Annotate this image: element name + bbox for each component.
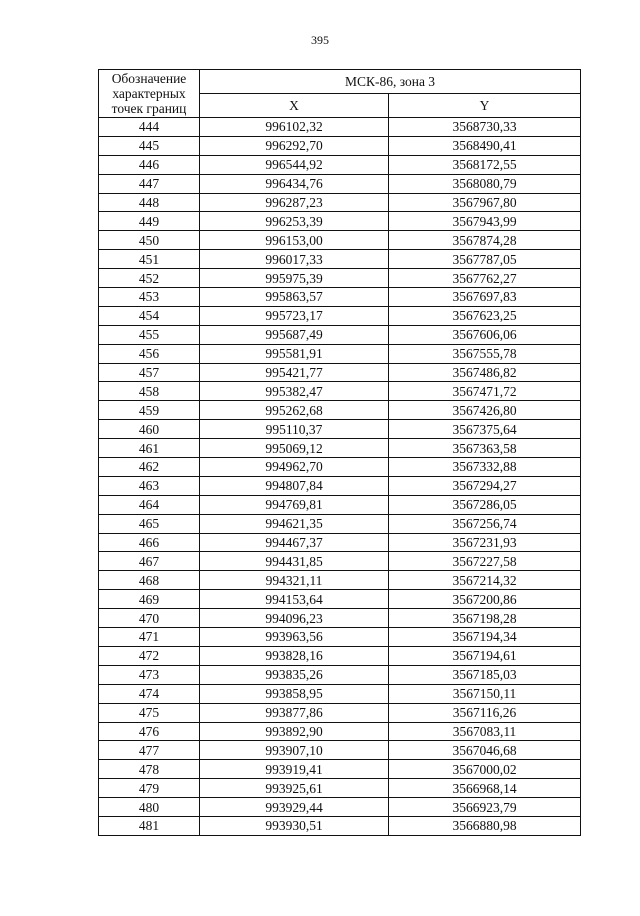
y-coordinate-cell: 3567762,27 [389,269,581,288]
y-coordinate-cell: 3567332,88 [389,458,581,477]
point-id-cell: 455 [99,325,200,344]
table-row [99,684,581,703]
x-coordinate-cell: 996102,32 [200,118,389,137]
column-header-x: X [200,94,389,118]
x-coordinate-cell: 993877,86 [200,703,389,722]
x-coordinate-cell: 993929,44 [200,798,389,817]
x-coordinate-cell: 995687,49 [200,325,389,344]
table-row [99,665,581,684]
table-row [99,382,581,401]
x-coordinate-cell: 995975,39 [200,269,389,288]
y-coordinate-cell: 3567486,82 [389,363,581,382]
point-id-cell: 448 [99,193,200,212]
x-coordinate-cell: 994769,81 [200,495,389,514]
x-coordinate-cell: 993963,56 [200,628,389,647]
table-row [99,288,581,307]
y-coordinate-cell: 3567787,05 [389,250,581,269]
point-id-cell: 446 [99,155,200,174]
x-coordinate-cell: 993925,61 [200,779,389,798]
y-coordinate-cell: 3567623,25 [389,306,581,325]
y-coordinate-cell: 3567967,80 [389,193,581,212]
point-id-cell: 467 [99,552,200,571]
y-coordinate-cell: 3567200,86 [389,590,581,609]
y-coordinate-cell: 3567231,93 [389,533,581,552]
y-coordinate-cell: 3567555,78 [389,344,581,363]
point-id-cell: 462 [99,458,200,477]
y-coordinate-cell: 3567198,28 [389,609,581,628]
coordinates-table [98,69,581,836]
y-coordinate-cell: 3567426,80 [389,401,581,420]
point-id-cell: 449 [99,212,200,231]
table-row [99,458,581,477]
y-coordinate-cell: 3567294,27 [389,476,581,495]
table-row [99,798,581,817]
point-id-cell: 447 [99,174,200,193]
table-row [99,760,581,779]
table-row [99,590,581,609]
x-coordinate-cell: 995262,68 [200,401,389,420]
y-coordinate-cell: 3567697,83 [389,288,581,307]
point-id-cell: 464 [99,495,200,514]
point-id-cell: 477 [99,741,200,760]
point-id-cell: 472 [99,646,200,665]
y-coordinate-cell: 3567286,05 [389,495,581,514]
y-coordinate-cell: 3567227,58 [389,552,581,571]
table-row [99,212,581,231]
y-coordinate-cell: 3567375,64 [389,420,581,439]
point-id-cell: 473 [99,665,200,684]
x-coordinate-cell: 995723,17 [200,306,389,325]
table-row [99,495,581,514]
page-number: 395 [311,33,329,47]
table-row [99,571,581,590]
table-row [99,306,581,325]
point-id-cell: 480 [99,798,200,817]
table-row [99,325,581,344]
table-row [99,344,581,363]
table-row [99,609,581,628]
point-id-cell: 474 [99,684,200,703]
x-coordinate-cell: 995110,37 [200,420,389,439]
x-coordinate-cell: 996153,00 [200,231,389,250]
table-row [99,420,581,439]
y-coordinate-cell: 3567116,26 [389,703,581,722]
point-id-cell: 459 [99,401,200,420]
point-id-cell: 456 [99,344,200,363]
point-id-cell: 457 [99,363,200,382]
table-header [99,70,581,118]
table-row [99,476,581,495]
point-id-cell: 478 [99,760,200,779]
y-coordinate-cell: 3567874,28 [389,231,581,250]
table-body [99,118,581,836]
x-coordinate-cell: 994962,70 [200,458,389,477]
y-coordinate-cell: 3567606,06 [389,325,581,344]
x-coordinate-cell: 995069,12 [200,439,389,458]
point-id-cell: 469 [99,590,200,609]
x-coordinate-cell: 995581,91 [200,344,389,363]
y-coordinate-cell: 3567256,74 [389,514,581,533]
y-coordinate-cell: 3567471,72 [389,382,581,401]
table-row [99,514,581,533]
table-row [99,193,581,212]
y-coordinate-cell: 3567194,61 [389,646,581,665]
table-row [99,118,581,137]
point-id-cell: 465 [99,514,200,533]
y-coordinate-cell: 3566968,14 [389,779,581,798]
point-id-cell: 460 [99,420,200,439]
x-coordinate-cell: 993835,26 [200,665,389,684]
table-row [99,363,581,382]
table-row [99,136,581,155]
point-id-cell: 470 [99,609,200,628]
point-id-cell: 458 [99,382,200,401]
table-row [99,250,581,269]
x-coordinate-cell: 996292,70 [200,136,389,155]
y-coordinate-cell: 3567000,02 [389,760,581,779]
y-coordinate-cell: 3567150,11 [389,684,581,703]
y-coordinate-cell: 3567083,11 [389,722,581,741]
y-coordinate-cell: 3568490,41 [389,136,581,155]
column-header-designation: Обозначение характерных точек границ [99,70,200,118]
x-coordinate-cell: 995421,77 [200,363,389,382]
point-id-cell: 479 [99,779,200,798]
x-coordinate-cell: 996544,92 [200,155,389,174]
point-id-cell: 468 [99,571,200,590]
y-coordinate-cell: 3568730,33 [389,118,581,137]
x-coordinate-cell: 996287,23 [200,193,389,212]
x-coordinate-cell: 993907,10 [200,741,389,760]
x-coordinate-cell: 995863,57 [200,288,389,307]
table-row [99,628,581,647]
point-id-cell: 454 [99,306,200,325]
x-coordinate-cell: 993828,16 [200,646,389,665]
point-id-cell: 475 [99,703,200,722]
x-coordinate-cell: 994621,35 [200,514,389,533]
table-row [99,703,581,722]
x-coordinate-cell: 994807,84 [200,476,389,495]
table-row [99,174,581,193]
table-row [99,816,581,835]
table-row [99,231,581,250]
y-coordinate-cell: 3567046,68 [389,741,581,760]
x-coordinate-cell: 996253,39 [200,212,389,231]
y-coordinate-cell: 3568080,79 [389,174,581,193]
y-coordinate-cell: 3567185,03 [389,665,581,684]
x-coordinate-cell: 996017,33 [200,250,389,269]
table-row [99,269,581,288]
table-row [99,439,581,458]
point-id-cell: 445 [99,136,200,155]
point-id-cell: 451 [99,250,200,269]
table-row [99,533,581,552]
x-coordinate-cell: 994467,37 [200,533,389,552]
x-coordinate-cell: 994431,85 [200,552,389,571]
point-id-cell: 471 [99,628,200,647]
y-coordinate-cell: 3567363,58 [389,439,581,458]
x-coordinate-cell: 994096,23 [200,609,389,628]
y-coordinate-cell: 3567214,32 [389,571,581,590]
point-id-cell: 466 [99,533,200,552]
point-id-cell: 444 [99,118,200,137]
point-id-cell: 463 [99,476,200,495]
table-row [99,779,581,798]
x-coordinate-cell: 993858,95 [200,684,389,703]
point-id-cell: 481 [99,816,200,835]
table-row [99,722,581,741]
x-coordinate-cell: 994321,11 [200,571,389,590]
column-header-coordinate-system: МСК-86, зона 3 [200,70,581,94]
x-coordinate-cell: 994153,64 [200,590,389,609]
y-coordinate-cell: 3568172,55 [389,155,581,174]
table-row [99,646,581,665]
table-row [99,401,581,420]
y-coordinate-cell: 3567194,34 [389,628,581,647]
point-id-cell: 476 [99,722,200,741]
point-id-cell: 452 [99,269,200,288]
point-id-cell: 450 [99,231,200,250]
table-row [99,552,581,571]
table-row [99,155,581,174]
x-coordinate-cell: 993930,51 [200,816,389,835]
table-row [99,741,581,760]
point-id-cell: 461 [99,439,200,458]
x-coordinate-cell: 993892,90 [200,722,389,741]
y-coordinate-cell: 3567943,99 [389,212,581,231]
point-id-cell: 453 [99,288,200,307]
y-coordinate-cell: 3566880,98 [389,816,581,835]
x-coordinate-cell: 993919,41 [200,760,389,779]
x-coordinate-cell: 996434,76 [200,174,389,193]
column-header-y: Y [389,94,581,118]
x-coordinate-cell: 995382,47 [200,382,389,401]
y-coordinate-cell: 3566923,79 [389,798,581,817]
